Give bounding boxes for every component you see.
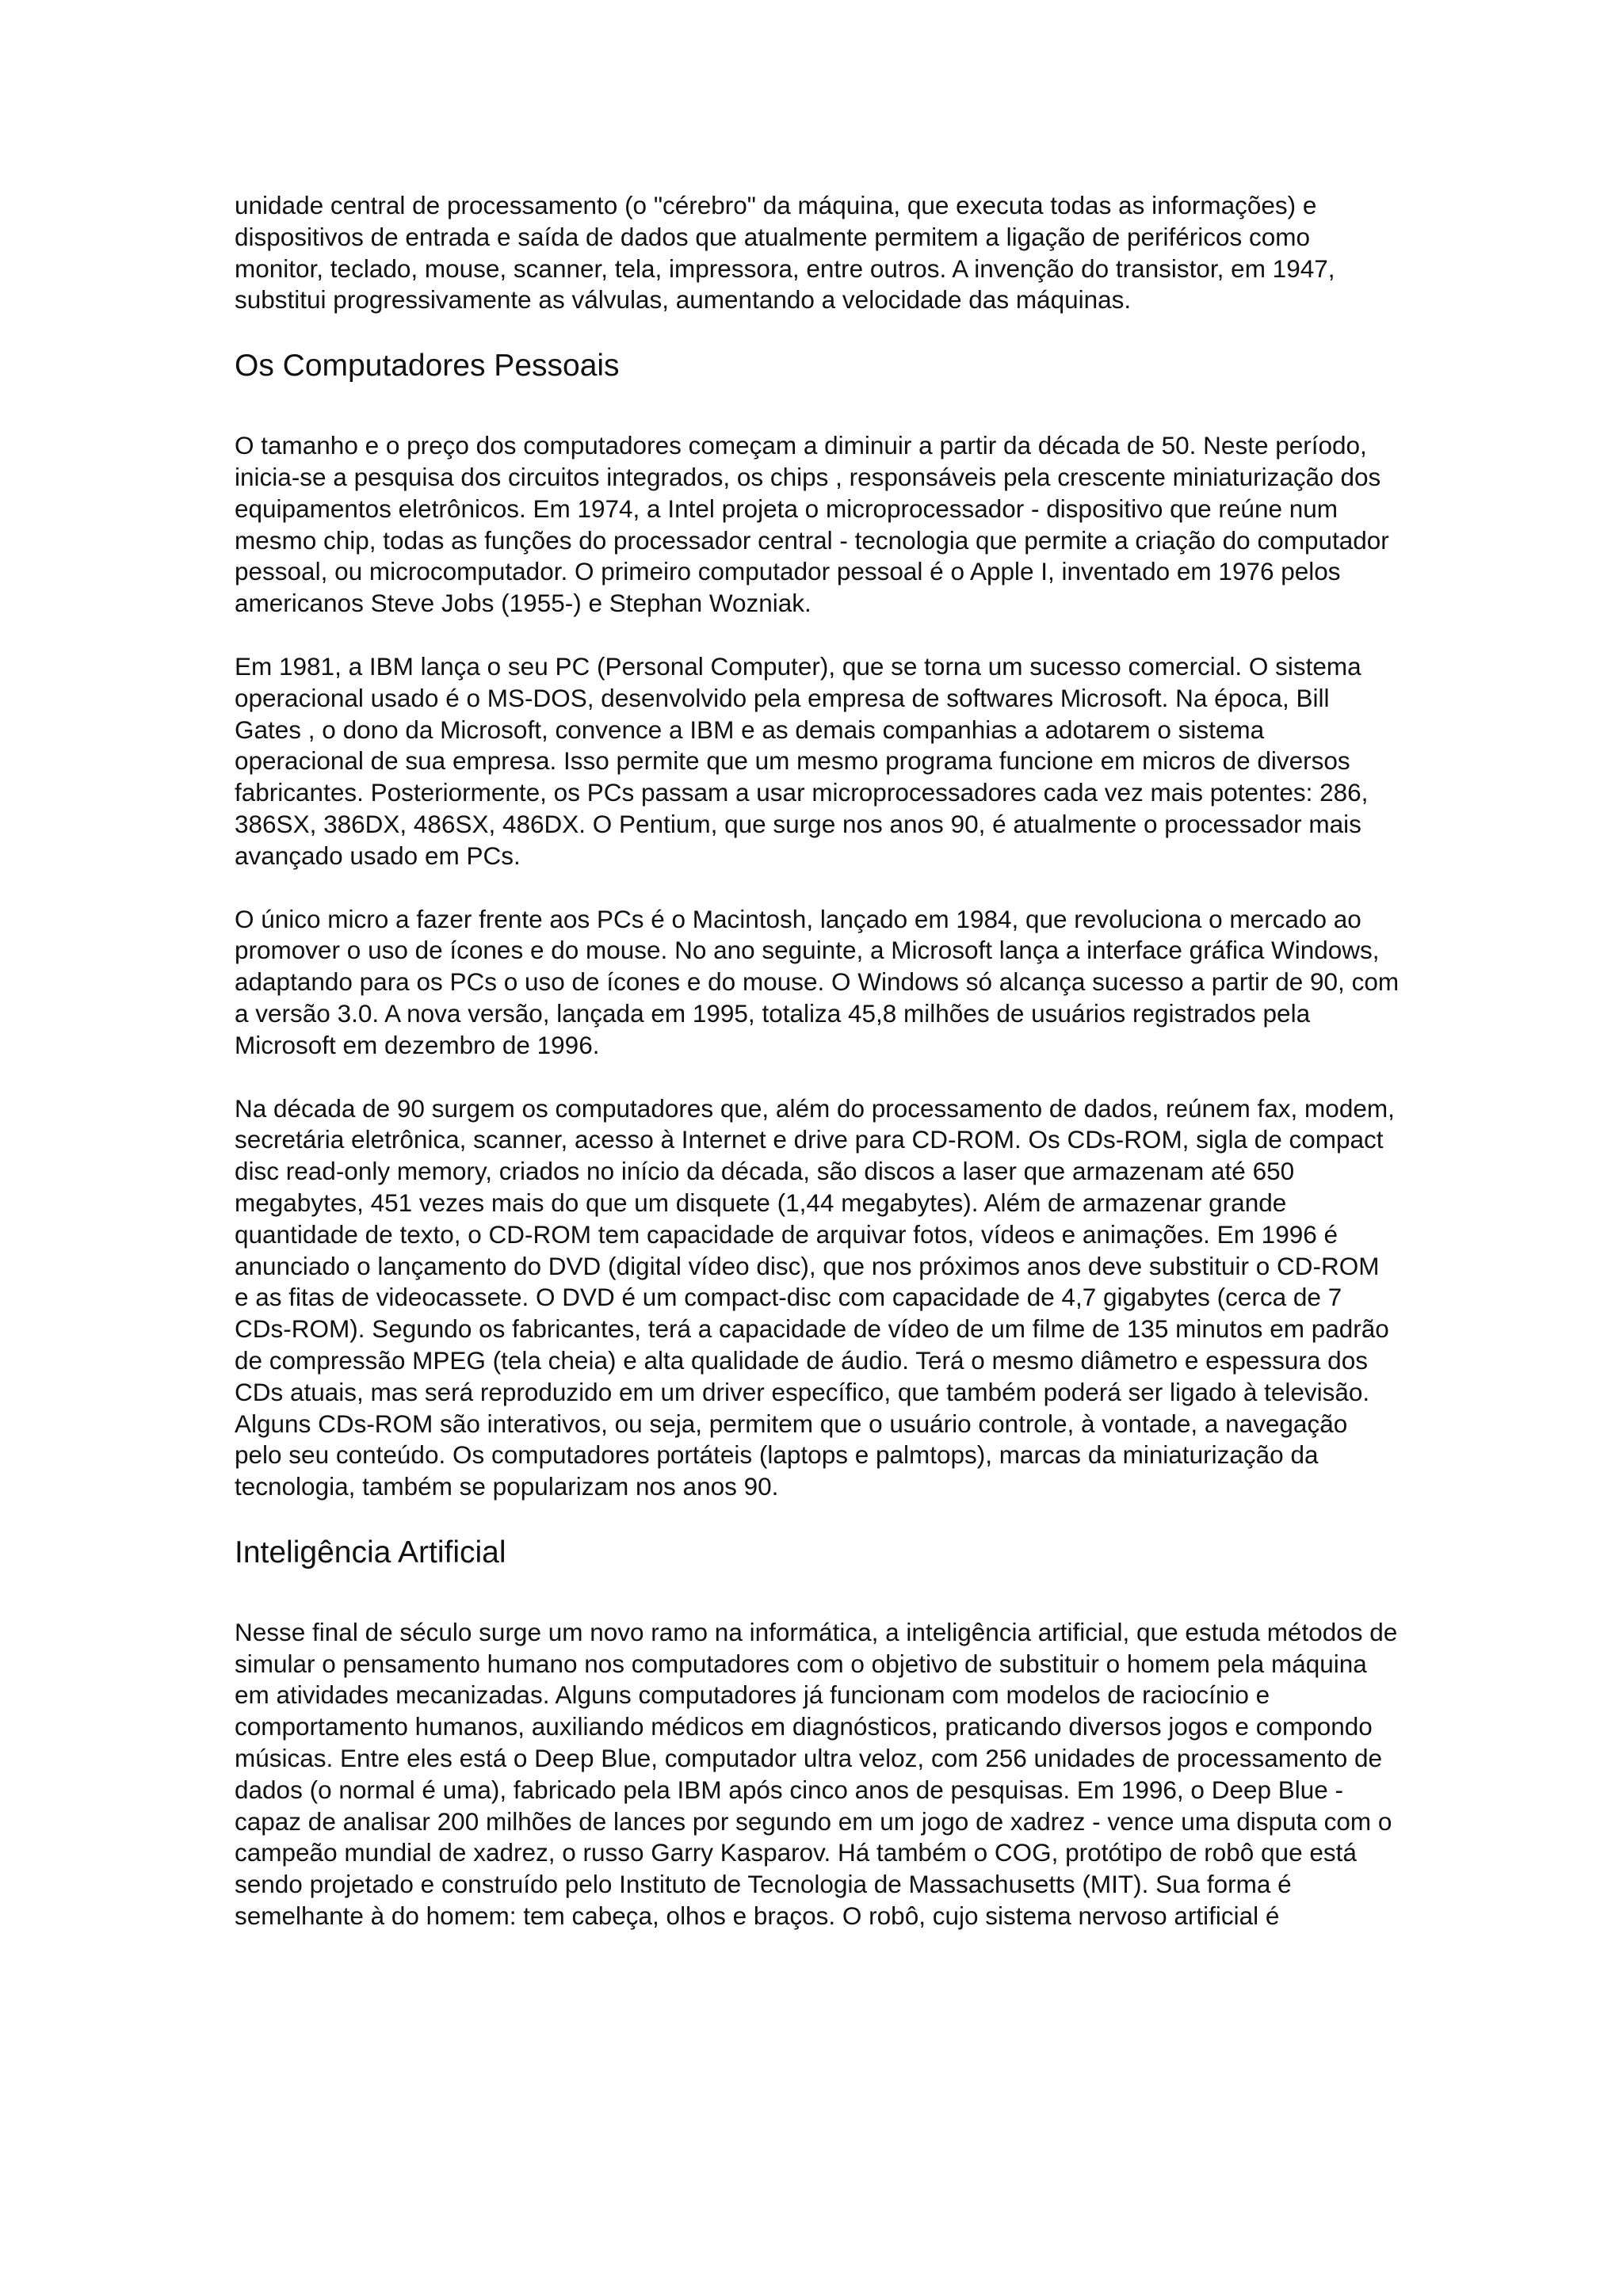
paragraph-pc-3: O único micro a fazer frente aos PCs é o Macintosh, lançado em 1984, que revoluciona o mercado ao promover o uso de ícones e do mouse. No ano seguinte, a Microsoft lança a interface gráfica Windows, adaptando para os PCs o uso de ícones e do mouse. O Windows só alcança sucesso a partir de 90, com a versão 3.0. A nova versão, lançada em 1995, totaliza 45,8 milhões de usuários registrados pela Microsoft em dezembro de 1996. <box>235 904 1400 1059</box>
intro-paragraph: unidade central de processamento (o "cérebro" da máquina, que executa todas as informações) e dispositivos de entrada e saída de dados que atualmente permitem a ligação de periféricos como monitor, teclado, mouse, scanner, tela, impressora, entre outros. A invenção do transistor, em 1947, substitui progressivamente as válvulas, aumentando a velocidade das máquinas. <box>235 191 1335 315</box>
paragraph-ai-1: Nesse final de século surge um novo ramo na informática, a inteligência artificial, que estuda métodos de simular o pensamento humano nos computadores com o objetivo de substituir o homem pela máquina em atividades mecanizadas. Alguns computadores já funcionam com modelos de raciocínio e comportamento humanos, auxiliando médicos em diagnósticos, praticando diversos jogos e compondo músicas. Entre eles está o Deep Blue, computador ultra veloz, com 256 unidades de processamento de dados (o normal é uma), fabricado pela IBM após cinco anos de pesquisas. Em 1996, o Deep Blue - capaz de analisar 200 milhões de lances por segundo em um jogo de xadrez - vence uma disputa com o campeão mundial de xadrez, o russo Garry Kasparov. Há também o COG, protótipo de robô que está sendo projetado e construído pelo Instituto de Tecnologia de Massachusetts (MIT). Sua forma é semelhante à do homem: tem cabeça, olhos e braços. O robô, cujo sistema nervoso artificial é <box>235 1617 1398 1931</box>
paragraph-pc-4: Na década de 90 surgem os computadores que, além do processamento de dados, reúnem fax, modem, secretária eletrônica, scanner, acesso à Internet e drive para CD-ROM. Os CDs-ROM, sigla de compact disc read-only memory, criados no início da década, são discos a laser que armazenam até 650 megabytes, 451 vezes mais do que um disquete (1,44 megabytes). Além de armazenar grande quantidade de texto, o CD-ROM tem capacidade de arquivar fotos, vídeos e animações. Em 1996 é anunciado o lançamento do DVD (digital vídeo disc), que nos próximos anos deve substituir o CD-ROM e as fitas de videocassete. O DVD é um compact-disc com capacidade de 4,7 gigabytes (cerca de 7 CDs-ROM). Segundo os fabricantes, terá a capacidade de vídeo de um filme de 135 minutos em padrão de compressão MPEG (tela cheia) e alta qualidade de áudio. Terá o mesmo diâmetro e espessura dos CDs atuais, mas será reproduzido em um driver específico, que também poderá ser ligado à televisão. Alguns CDs-ROM são interativos, ou seja, permitem que o usuário controle, à vontade, a navegação pelo seu conteúdo. Os computadores portáteis (laptops e palmtops), marcas da miniaturização da tecnologia, também se popularizam nos anos 90. <box>235 1093 1395 1501</box>
section-heading-computadores-pessoais: Os Computadores Pessoais <box>235 349 620 383</box>
paragraph-pc-2: Em 1981, a IBM lança o seu PC (Personal Computer), que se torna um sucesso comercial. O sistema operacional usado é o MS-DOS, desenvolvido pela empresa de softwares Microsoft. Na época, Bill Gates , o dono da Microsoft, convence a IBM e as demais companhias a adotarem o sistema operacional de sua empresa. Isso permite que um mesmo programa funcione em micros de diversos fabricantes. Posteriormente, os PCs passam a usar microprocessadores cada vez mais potentes: 286, 386SX, 386DX, 486SX, 486DX. O Pentium, que surge nos anos 90, é atualmente o processador mais avançado usado em PCs. <box>235 651 1369 870</box>
paragraph-pc-1: O tamanho e o preço dos computadores começam a diminuir a partir da década de 50. Neste período, inicia-se a pesquisa dos circuitos integrados, os chips , responsáveis pela crescente miniaturização dos equipamentos eletrônicos. Em 1974, a Intel projeta o microprocessador - dispositivo que reúne num mesmo chip, todas as funções do processador central - tecnologia que permite a criação do computador pessoal, ou microcomputador. O primeiro computador pessoal é o Apple I, inventado em 1976 pelos americanos Steve Jobs (1955-) e Stephan Wozniak. <box>235 431 1389 618</box>
document-body <box>235 190 1400 1964</box>
section-heading-inteligencia-artificial: Inteligência Artificial <box>235 1535 506 1569</box>
